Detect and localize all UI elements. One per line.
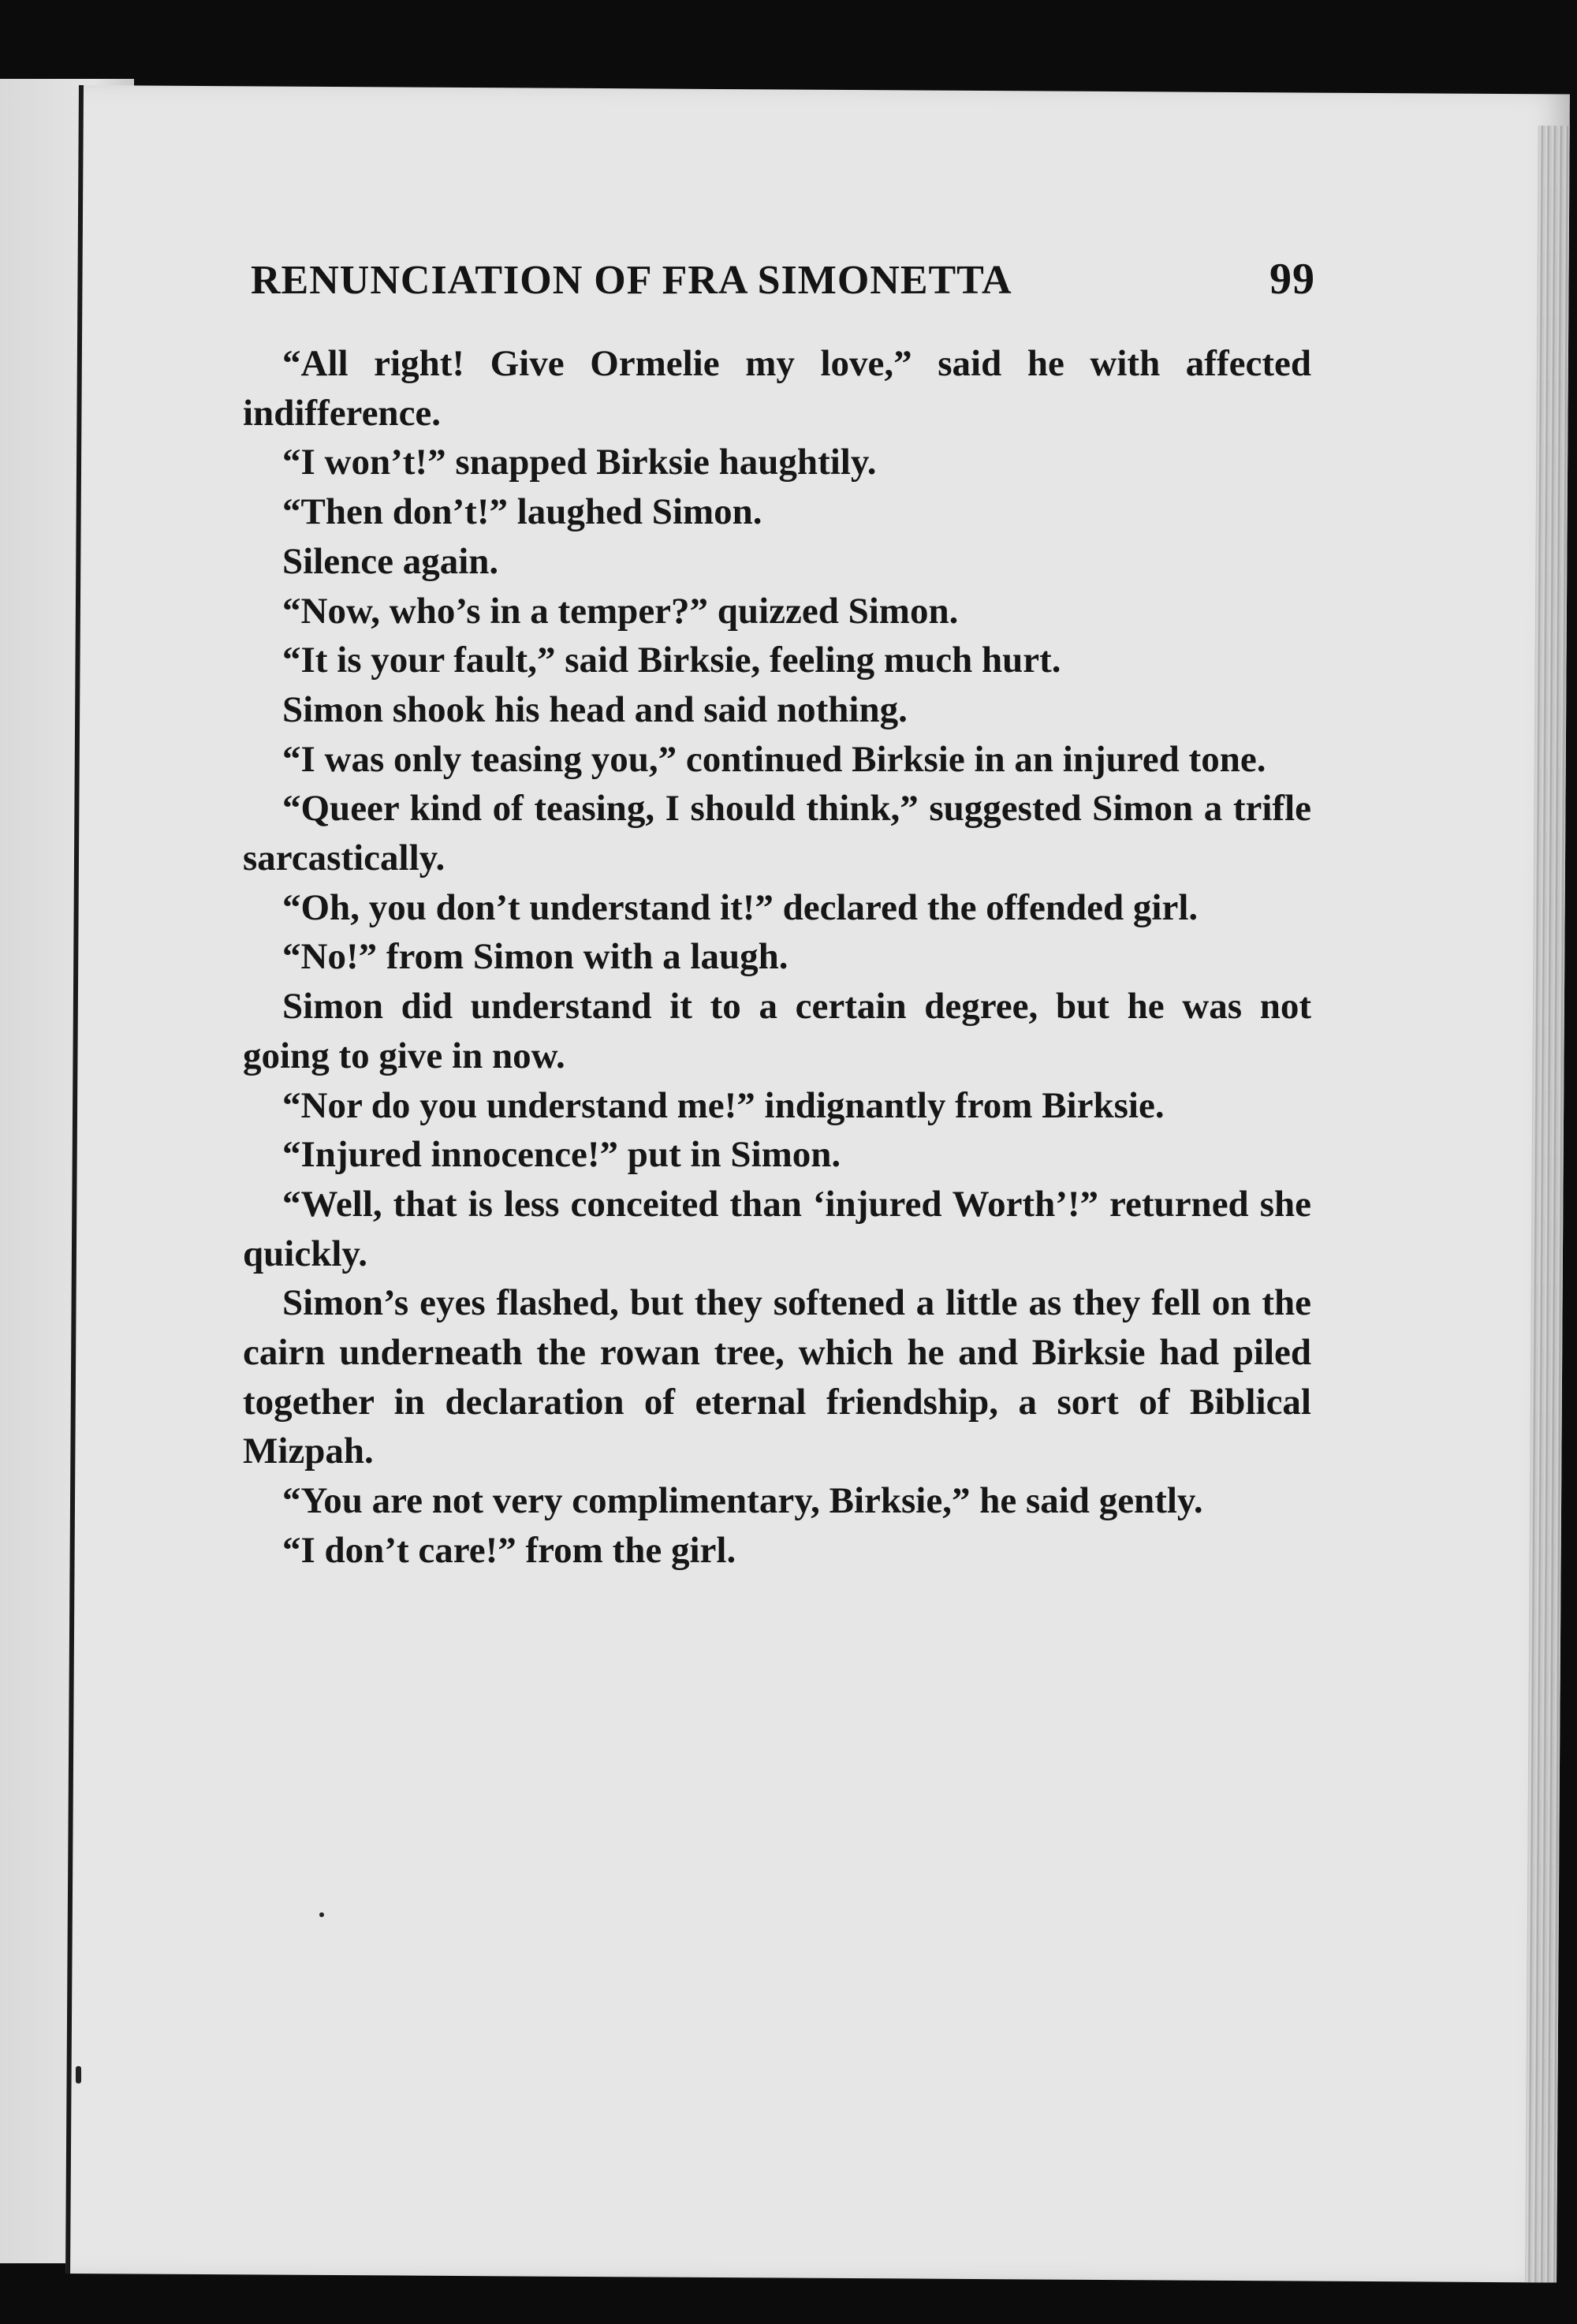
paragraph: “I was only teasing you,” continued Birksie in an injured tone. [282, 738, 1266, 780]
paragraph: Silence again. [282, 540, 499, 582]
paragraph: “I won’t!” snapped Birksie haughtily. [282, 442, 877, 483]
paragraph: “No!” from Simon with a laugh. [282, 936, 788, 978]
paragraph: “It is your fault,” said Birksie, feeling much hurt. [282, 640, 1061, 681]
running-head-title: RENUNCIATION OF FRA SIMONETTA [251, 258, 1012, 303]
paragraph: “All right! Give Ormelie my love,” said he with affected indifference. [243, 343, 1311, 434]
paragraph: “I don’t care!” from the girl. [282, 1529, 736, 1571]
paragraph: Simon did understand it to a certain degree, but he was not going to give in now. [243, 986, 1311, 1076]
paragraph: “Now, who’s in a temper?” quizzed Simon. [282, 590, 959, 632]
paragraph: “Injured innocence!” put in Simon. [282, 1134, 841, 1176]
paragraph: “Then don’t!” laughed Simon. [282, 491, 762, 533]
paragraph: “Queer kind of teasing, I should think,” suggested Simon a trifle sarcastically. [243, 788, 1311, 879]
paragraph: “Oh, you don’t understand it!” declared the offended girl. [282, 886, 1199, 928]
paragraph: Simon’s eyes flashed, but they softened a little as they fell on the cairn underneath the rowan tree, which he and Birksie had piled together in declaration of eternal friendship, a sort of Biblical Mizpah. [243, 1282, 1311, 1472]
paragraph: “Nor do you understand me!” indignantly from Birksie. [282, 1084, 1165, 1126]
body-text [243, 339, 1311, 1576]
scan-speck [76, 2066, 81, 2083]
running-head [251, 254, 1315, 304]
paragraph: “Well, that is less conceited than ‘injured Worth’!” returned she quickly. [243, 1183, 1311, 1274]
scan-speck [319, 1912, 324, 1917]
paragraph: Simon shook his head and said nothing. [282, 688, 908, 730]
page-stack-edge [1525, 125, 1570, 2282]
page-number: 99 [1269, 255, 1315, 304]
paragraph: “You are not very complimentary, Birksie,” he said gently. [282, 1480, 1203, 1522]
